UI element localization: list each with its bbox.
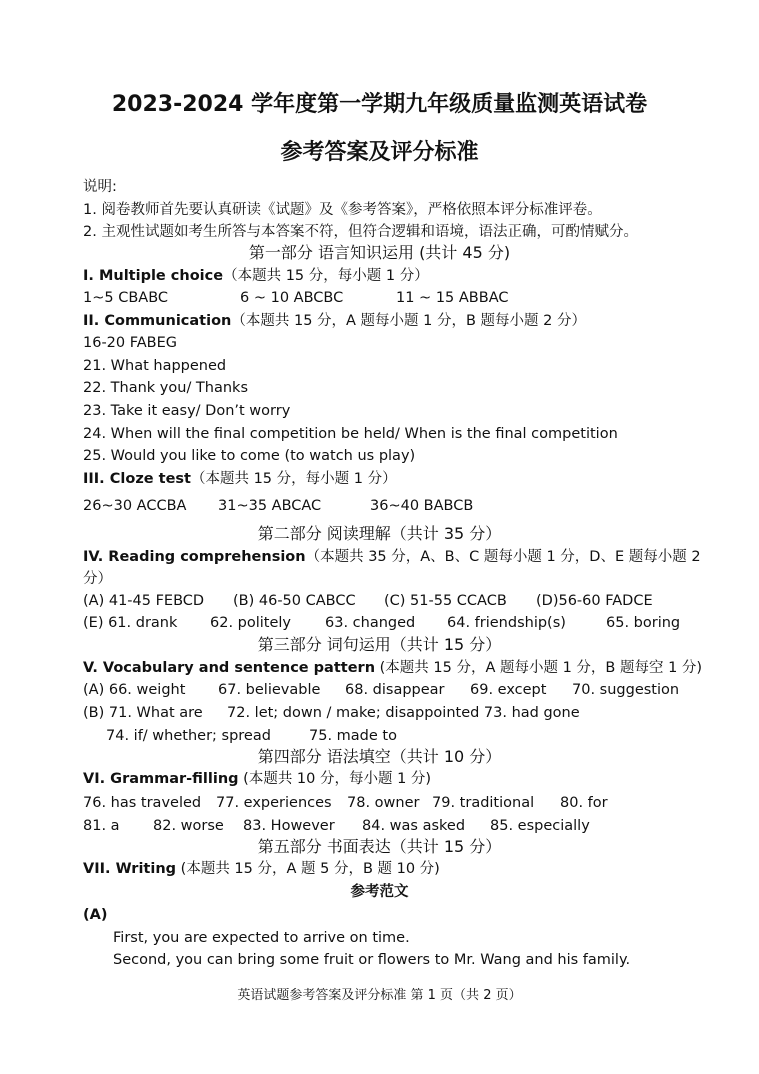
section-5-title: V. Vocabulary and sentence pattern — [83, 660, 376, 676]
section-1-desc: （本题共 15 分，每小题 1 分） — [223, 268, 429, 284]
answer-group: 63. changed — [325, 615, 416, 631]
note-2: 2. 主观性试题如考生所答与本答案不符，但符合逻辑和语境，语法正确，可酌情赋分。 — [83, 224, 638, 240]
sample-a-line-1: First, you are expected to arrive on time. — [113, 930, 410, 946]
section-2-title: II. Communication — [83, 313, 232, 329]
answer-group: 85. especially — [490, 818, 590, 834]
notes-label: 说明: — [83, 179, 117, 195]
answer-group: 62. politely — [210, 615, 292, 631]
answer-line: 16-20 FABEG — [83, 335, 178, 351]
document-title: 2023-2024 学年度第一学期九年级质量监测英语试卷 — [111, 92, 648, 117]
answer-group: 31~35 ABCAC — [218, 498, 322, 514]
answer-group: (E) 61. drank — [83, 615, 178, 631]
answer-group: 72. let; down / make; disappointed 73. had gone — [227, 705, 580, 721]
section-4-desc: （本题共 35 分，A、B、C 题每小题 1 分，D、E 题每小题 2 — [305, 549, 701, 565]
section-4-title: IV. Reading comprehension — [83, 549, 306, 565]
answer-group: (C) 51-55 CCACB — [384, 593, 507, 609]
answer-line: 23. Take it easy/ Don’t worry — [83, 403, 291, 419]
section-1-title: I. Multiple choice — [83, 268, 224, 284]
answer-group: 84. was asked — [362, 818, 466, 834]
answer-group: 78. owner — [347, 795, 420, 811]
answer-group: 74. if/ whether; spread — [106, 728, 271, 744]
sample-a-line-2: Second, you can bring some fruit or flowers to Mr. Wang and his family. — [113, 952, 631, 968]
answer-group: 79. traditional — [432, 795, 535, 811]
sample-essay-title: 参考范文 — [350, 884, 409, 900]
document-subtitle: 参考答案及评分标准 — [280, 140, 479, 165]
section-6-desc: (本题共 10 分，每小题 1 分) — [238, 771, 432, 787]
answer-group: 82. worse — [153, 818, 224, 834]
part-3-heading: 第三部分 词句运用（共计 15 分） — [257, 635, 502, 654]
answer-line: 22. Thank you/ Thanks — [83, 380, 249, 396]
answer-group: (A) 66. weight — [83, 682, 186, 698]
answer-group: 69. except — [470, 682, 547, 698]
section-4-heading — [83, 547, 701, 567]
answer-group: 11 ~ 15 ABBAC — [396, 290, 509, 306]
answer-group: 77. experiences — [216, 795, 332, 811]
answer-group: 70. suggestion — [572, 682, 680, 698]
section-2-heading — [83, 311, 586, 331]
page-footer: 英语试题参考答案及评分标准 第 1 页（共 2 页） — [237, 988, 522, 1003]
part-2-heading: 第二部分 阅读理解（共计 35 分） — [257, 524, 502, 543]
section-6-heading — [83, 769, 431, 789]
answer-group: (D)56-60 FADCE — [536, 593, 653, 609]
answer-group: 81. a — [83, 818, 120, 834]
section-1-heading — [83, 266, 429, 286]
section-2-desc: （本题共 15 分，A 题每小题 1 分，B 题每小题 2 分） — [231, 313, 586, 329]
section-3-desc: （本题共 15 分，每小题 1 分） — [190, 471, 397, 487]
answer-group: 75. made to — [309, 728, 397, 744]
answer-group: 36~40 BABCB — [370, 498, 474, 514]
answer-group: 68. disappear — [345, 682, 445, 698]
answer-group: 65. boring — [606, 615, 681, 631]
answer-group: 1~5 CBABC — [83, 290, 169, 306]
section-3-heading — [83, 469, 397, 489]
answer-group: 83. However — [243, 818, 335, 834]
answer-line: 24. When will the final competition be held/ When is the final competition — [83, 426, 618, 442]
note-1: 1. 阅卷教师首先要认真研读《试题》及《参考答案》，严格依照本评分标准评卷。 — [83, 202, 602, 218]
answer-group: (B) 46-50 CABCC — [233, 593, 356, 609]
answer-group: (A) 41-45 FEBCD — [83, 593, 205, 609]
answer-group: 67. believable — [218, 682, 321, 698]
section-4-desc-cont: 分） — [83, 571, 112, 587]
answer-group: 80. for — [560, 795, 608, 811]
section-5-desc: (本题共 15 分，A 题每小题 1 分，B 题每空 1 分) — [375, 660, 703, 676]
answer-line: 25. Would you like to come (to watch us play) — [83, 448, 416, 464]
section-7-title: VII. Writing — [83, 861, 177, 877]
answer-group: 26~30 ACCBA — [83, 498, 187, 514]
sample-a-label: (A) — [83, 907, 108, 923]
part-4-heading: 第四部分 语法填空（共计 10 分） — [257, 747, 502, 766]
answer-group: (B) 71. What are — [83, 705, 203, 721]
section-5-heading — [83, 658, 702, 678]
part-5-heading: 第五部分 书面表达（共计 15 分） — [257, 837, 502, 856]
section-6-title: VI. Grammar-filling — [83, 771, 239, 787]
answer-group: 64. friendship(s) — [447, 615, 566, 631]
part-1-heading: 第一部分 语言知识运用 (共计 45 分) — [248, 243, 511, 262]
answer-group: 76. has traveled — [83, 795, 202, 811]
section-7-desc: (本题共 15 分，A 题 5 分，B 题 10 分) — [176, 861, 440, 877]
answer-line: 21. What happened — [83, 358, 227, 374]
answer-group: 6 ~ 10 ABCBC — [240, 290, 344, 306]
section-7-heading — [83, 859, 440, 879]
section-3-title: III. Cloze test — [83, 471, 191, 487]
